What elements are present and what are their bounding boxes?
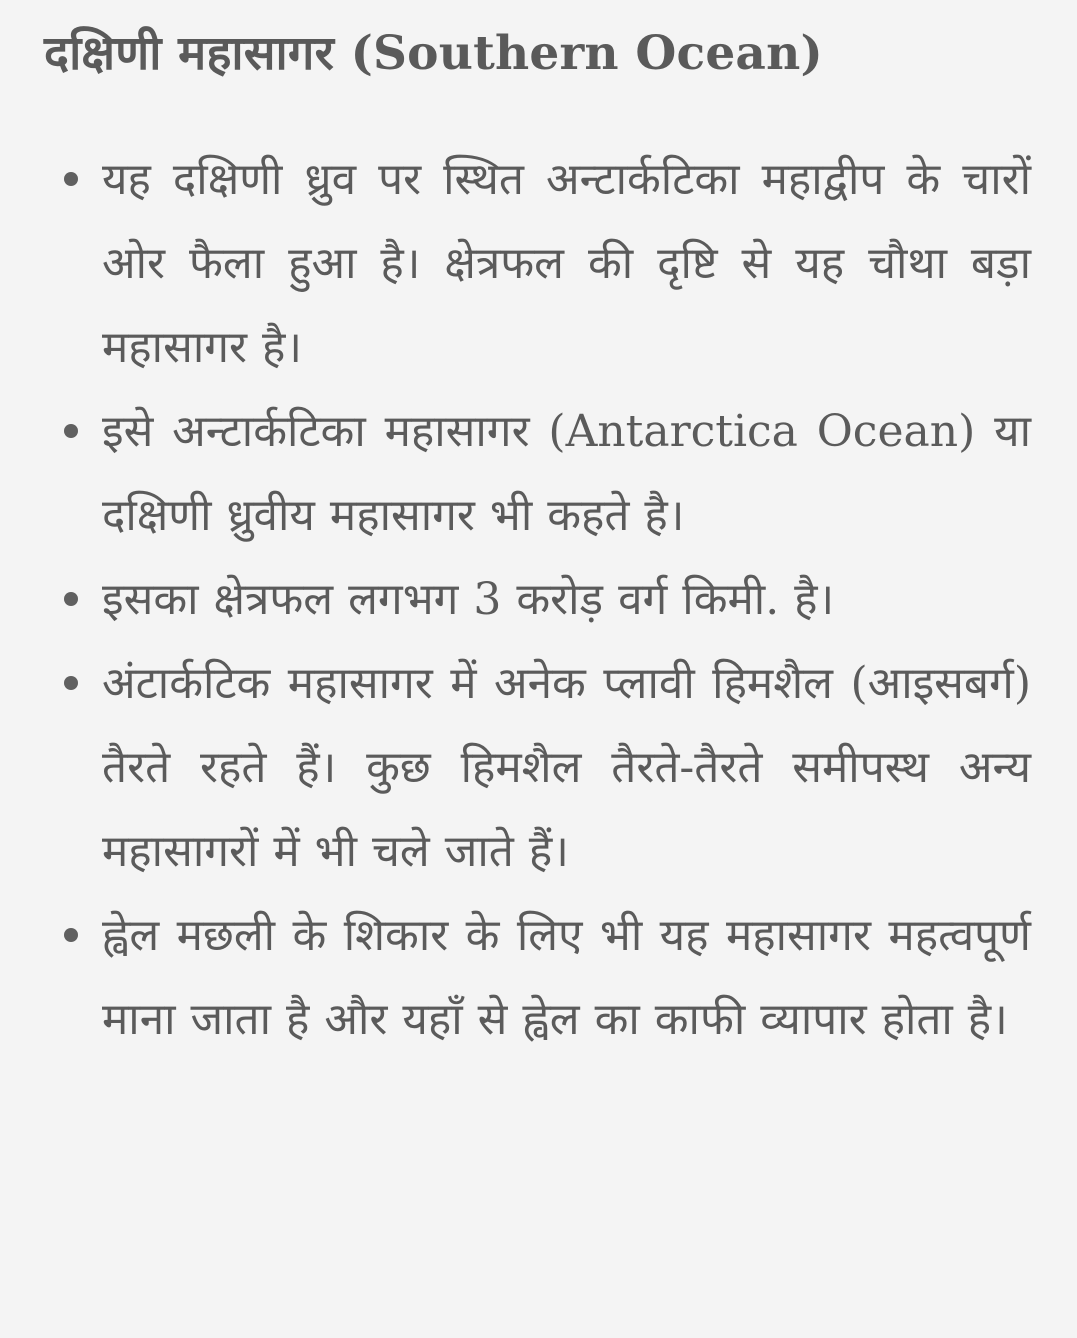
list-item-text: अंटार्कटिक महासागर में अनेक प्लावी हिमशैल (आइसबर्ग) तैरते रहते हैं। कुछ हिमशैल तैरते-तैरते समीपस्थ अन्य महासागरों में भी चले जाते हैं। xyxy=(102,658,1031,877)
list-item-text: ह्वेल मछली के शिकार के लिए भी यह महासागर महत्वपूर्ण माना जाता है और यहाँ से ह्वेल का काफी व्यापार होता है। xyxy=(102,910,1031,1045)
bullet-icon xyxy=(64,676,78,690)
bullet-list xyxy=(44,138,1031,1062)
list-item xyxy=(44,558,1031,642)
list-item xyxy=(44,894,1031,1062)
page-title: दक्षिणी महासागर (Southern Ocean) xyxy=(44,26,823,81)
bullet-icon xyxy=(64,172,78,186)
list-item xyxy=(44,390,1031,558)
list-item xyxy=(44,138,1031,390)
bullet-icon xyxy=(64,424,78,438)
list-item-text: यह दक्षिणी ध्रुव पर स्थित अन्टार्कटिका महाद्वीप के चारों ओर फैला हुआ है। क्षेत्रफल की दृष्टि से यह चौथा बड़ा महासागर है। xyxy=(102,154,1031,373)
bullet-icon xyxy=(64,928,78,942)
list-item xyxy=(44,642,1031,894)
list-item-text: इसका क्षेत्रफल लगभग 3 करोड़ वर्ग किमी. है। xyxy=(102,574,835,625)
list-item-text: इसे अन्टार्कटिका महासागर (Antarctica Ocean) या दक्षिणी ध्रुवीय महासागर भी कहते है। xyxy=(102,406,1031,541)
bullet-icon xyxy=(64,592,78,606)
